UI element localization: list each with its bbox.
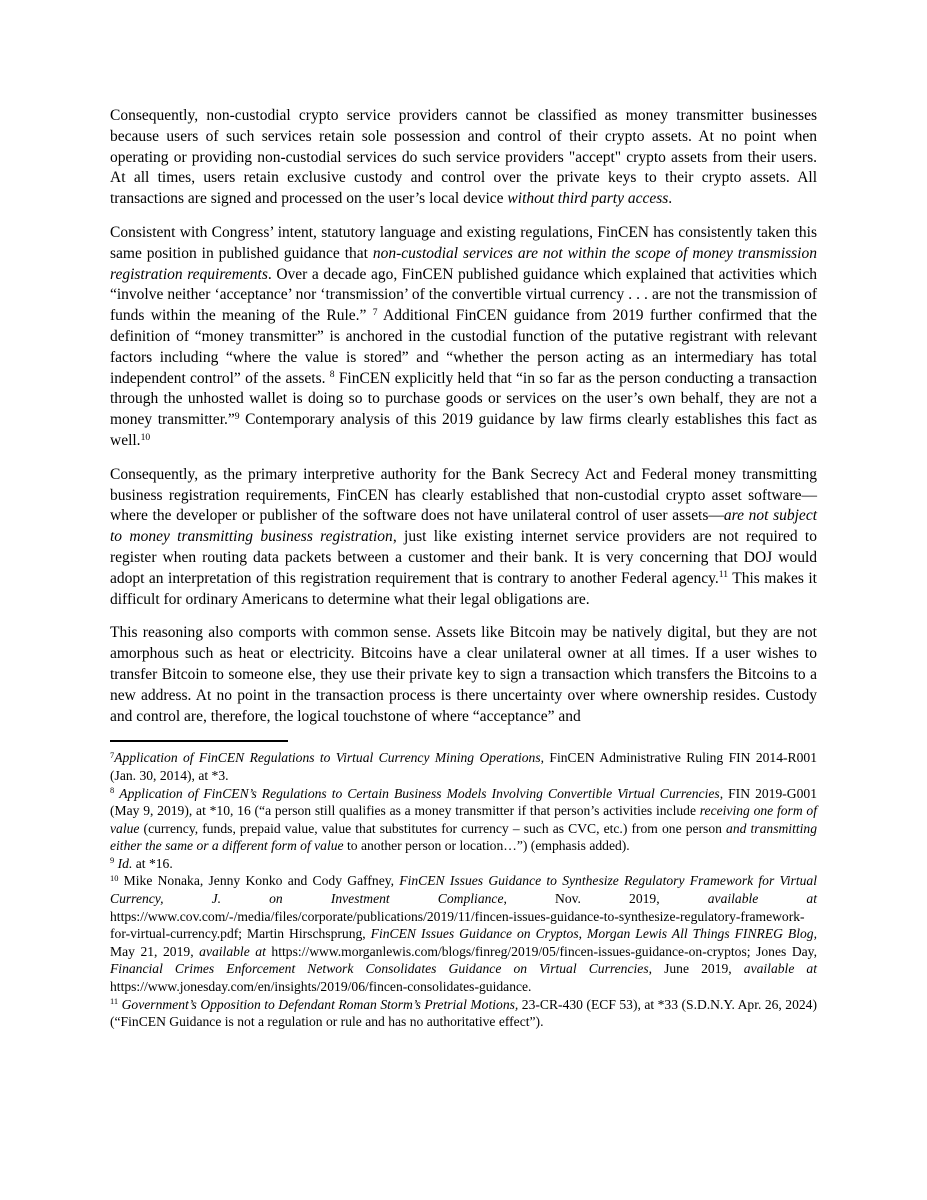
footnote [110, 749, 817, 784]
text-run: Consistent with Congress’ intent, statutory language and existing regulations, FinCEN has consistently taken this same position in published guidance that [110, 223, 817, 262]
italic-text-run: FinCEN Issues Guidance to Synthesize Regulatory Framework for Virtual Currency, J. on Investment Compliance [110, 873, 817, 907]
italic-text-run: available at [707, 891, 817, 907]
footnote [110, 785, 817, 855]
footnote-reference: 11 [718, 569, 729, 581]
body-paragraph [110, 223, 817, 452]
italic-text-run: receiving one form of value [110, 803, 817, 836]
text-run: Consequently, non-custodial crypto service providers cannot be classified as money transmitter businesses because users of such services retain sole possession and control of their crypto assets. At no point when operating or providing non-custodial services do such service providers "accept" crypto assets from their users. At all times, users retain exclusive custody and control over the private keys to their crypto assets. All transactions are signed and processed on the user’s local device [110, 107, 817, 208]
footnote [110, 855, 817, 873]
italic-text-run: Id. [117, 855, 133, 871]
text-run: , just like existing internet service providers are not required to register when routing data packets between a customer and their bank. It is very concerning that DOJ would adopt an interpretation of this registration requirement that is contrary to another Federal agency. [110, 528, 817, 587]
italic-text-run: available at [199, 943, 266, 959]
footnote-reference: 10 [140, 431, 151, 443]
text-run: (currency, funds, prepaid value, value that substitutes for currency – such as CVC, etc.) from one person [139, 820, 727, 836]
footnote-reference: 7 [372, 306, 378, 318]
text-run: . Over a decade ago, FinCEN published guidance which explained that activities which “involve neither ‘acceptance’ nor ‘transmission’ of the convertible virtual currency . . . are not the transmission of funds within the meaning of the Rule.” [110, 265, 817, 325]
italic-text-run: are not subject to money transmitting business registration [110, 507, 818, 546]
text-run: Additional FinCEN guidance from 2019 further confirmed that the definition of “money transmitter” is anchored in the custodial function of the putative registrant with relevant factors including “where the value is stored” and “whether the person acting as an intermediary has total independent control” of the assets. [110, 307, 817, 387]
body-paragraph [110, 106, 817, 210]
text-run: Contemporary analysis of this 2019 guidance by law firms clearly establishes this fact as well. [110, 411, 818, 449]
italic-text-run: Application of FinCEN Regulations to Virtual Currency Mining Operations [114, 750, 541, 766]
footnote-reference: 8 [110, 784, 115, 795]
footnote-reference: 8 [329, 369, 335, 381]
italic-text-run: Government’s Opposition to Defendant Roman Storm’s Pretrial Motions, [121, 996, 519, 1012]
text-run: https://www.jonesday.com/en/insights/2019/06/fincen-consolidates-guidance. [110, 979, 532, 995]
text-run: , June 2019, [648, 961, 744, 977]
italic-text-run: Financial Crimes Enforcement Network Consolidates Guidance on Virtual Currencies [110, 961, 649, 977]
body-paragraph [110, 465, 817, 611]
italic-text-run: non-custodial services are not within the scope of money transmission registration requirements [110, 244, 817, 283]
footnote-reference: 9 [110, 855, 115, 866]
text-run: May 21, 2019, [110, 943, 200, 959]
italic-text-run: Morgan Lewis All Things FINREG Blog, [587, 926, 817, 942]
footnote-reference: 10 [110, 872, 119, 883]
text-run: Mike Nonaka, Jenny Konko and Cody Gaffney, [118, 873, 400, 889]
text-run: Consequently, as the primary interpretive authority for the Bank Secrecy Act and Federal money transmitting business registration requirements, FinCEN has clearly established that non-custodial crypto asset software—where the developer or publisher of the software does not have unilateral control of user assets— [110, 465, 817, 525]
footnote [110, 996, 817, 1031]
text-run: to another person or location…”) (emphasis added). [343, 838, 630, 854]
text-run: , FinCEN Administrative Ruling FIN 2014-R001 (Jan. 30, 2014), at *3. [110, 750, 817, 783]
italic-text-run: without third party access [507, 190, 669, 208]
italic-text-run: available at [743, 961, 818, 977]
body-paragraph [110, 623, 817, 727]
text-run: https://www.cov.com/-/media/files/corporate/publications/2019/11/fincen-issues-guidance-to-synthesize-regulatory-framework-for-virtual-currency.pdf; Martin Hirschsprung, [110, 908, 805, 942]
italic-text-run: and transmitting either the same or a different form of value [110, 820, 818, 854]
text-run: , [578, 926, 588, 942]
text-run: This reasoning also comports with common sense. Assets like Bitcoin may be natively digital, but they are not amorphous such as heat or electricity. Bitcoins have a clear unilateral owner at all times. If a user wishes to transfer Bitcoin to someone else, they use their private key to sign a transaction which transfers the Bitcoins to a new address. At no point in the transaction process is there uncertainty over where ownership resides. Custody and control are, therefore, the logical touchstone of where “acceptance” and [110, 624, 817, 725]
footnote-reference: 11 [110, 996, 119, 1006]
footnote-separator [110, 740, 288, 742]
text-run: FinCEN explicitly held that “in so far as the person conducting a transaction through the unhosted wallet is doing so to purchase goods or services on the user’s own behalf, they are not a money transmitter.” [110, 369, 817, 429]
document-body [110, 106, 817, 727]
text-run: , Nov. 2019, [503, 891, 708, 907]
footnotes-section [110, 749, 817, 1031]
text-run: This makes it difficult for ordinary Americans to determine what their legal obligations are. [110, 569, 817, 608]
text-run: 23-CR-430 (ECF 53), at *33 (S.D.N.Y. Apr. 26, 2024) (“FinCEN Guidance is not a regulation or rule and has no authoritative effect”). [110, 996, 818, 1030]
text-run: . [668, 190, 673, 208]
italic-text-run: Application of FinCEN’s Regulations to Certain Business Models Involving Convertible Virtual Currencies [119, 785, 720, 801]
italic-text-run: FinCEN Issues Guidance on Cryptos [370, 926, 579, 942]
text-run: https://www.morganlewis.com/blogs/finreg/2019/05/fincen-issues-guidance-on-cryptos; Jones Day, [265, 943, 817, 959]
footnote-reference: 9 [234, 410, 240, 422]
footnote [110, 872, 817, 995]
footnote-reference: 7 [110, 749, 115, 760]
text-run: at *16. [132, 855, 173, 871]
text-run: , FIN 2019-G001 (May 9, 2019), at *10, 16 (“a person still qualifies as a money transmitter if that person’s activities include [110, 785, 817, 819]
